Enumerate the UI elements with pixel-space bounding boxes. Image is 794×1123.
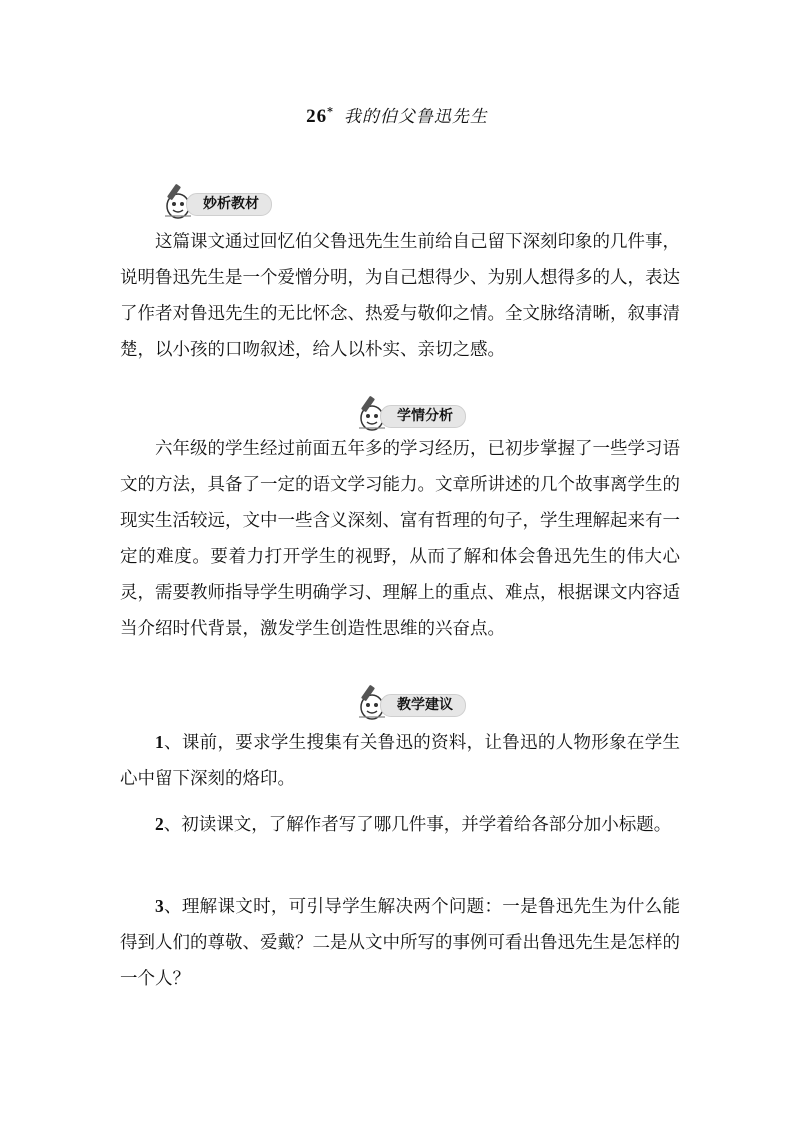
section-body-students: 六年级的学生经过前面五年多的学习经历，已初步掌握了一些学习语文的方法，具备了一定的语文学习能力。文章所讲述的几个故事离学生的现实生活较远，文中一些含义深刻、富有哲理的句子，学生理解起来有一定的难度。要着力打开学生的视野，从而了解和体会鲁迅先生的伟大心灵，需要教师指导学生明确学习、理解上的重点、难点，根据课文内容适当介绍时代背景，激发学生创造性思维的兴奋点。: [120, 439, 680, 639]
section-heading-label: 教学建议: [380, 694, 466, 717]
list-item: 3、理解课文时，可引导学生解决两个问题：一是鲁迅先生为什么能得到人们的尊敬、爱戴？二是从文中所写的事例可看出鲁迅先生是怎样的一个人？: [120, 896, 681, 989]
list-item: 2、初读课文，了解作者写了哪几件事，并学着给各部分加小标题。: [155, 814, 672, 835]
list-item: 1、课前，要求学生搜集有关鲁迅的资料，让鲁迅的人物形象在学生心中留下深刻的烙印。: [120, 732, 681, 789]
section-heading-label: 学情分析: [380, 405, 466, 428]
lesson-title-text: 我的伯父鲁迅先生: [343, 107, 488, 127]
section-heading-label: 妙析教材: [186, 193, 272, 216]
lesson-mark: *: [327, 105, 334, 119]
section-body-analysis: 这篇课文通过回忆伯父鲁迅先生生前给自己留下深刻印象的几件事，说明鲁迅先生是一个爱憎分明，为自己想得少、为别人想得多的人，表达了作者对鲁迅先生的无比怀念、热爱与敬仰之情。全文脉络清晰，叙事清楚，以小孩的口吻叙述，给人以朴实、亲切之感。: [120, 232, 680, 360]
lesson-title: [0, 102, 794, 128]
lesson-number: 26: [306, 106, 328, 127]
